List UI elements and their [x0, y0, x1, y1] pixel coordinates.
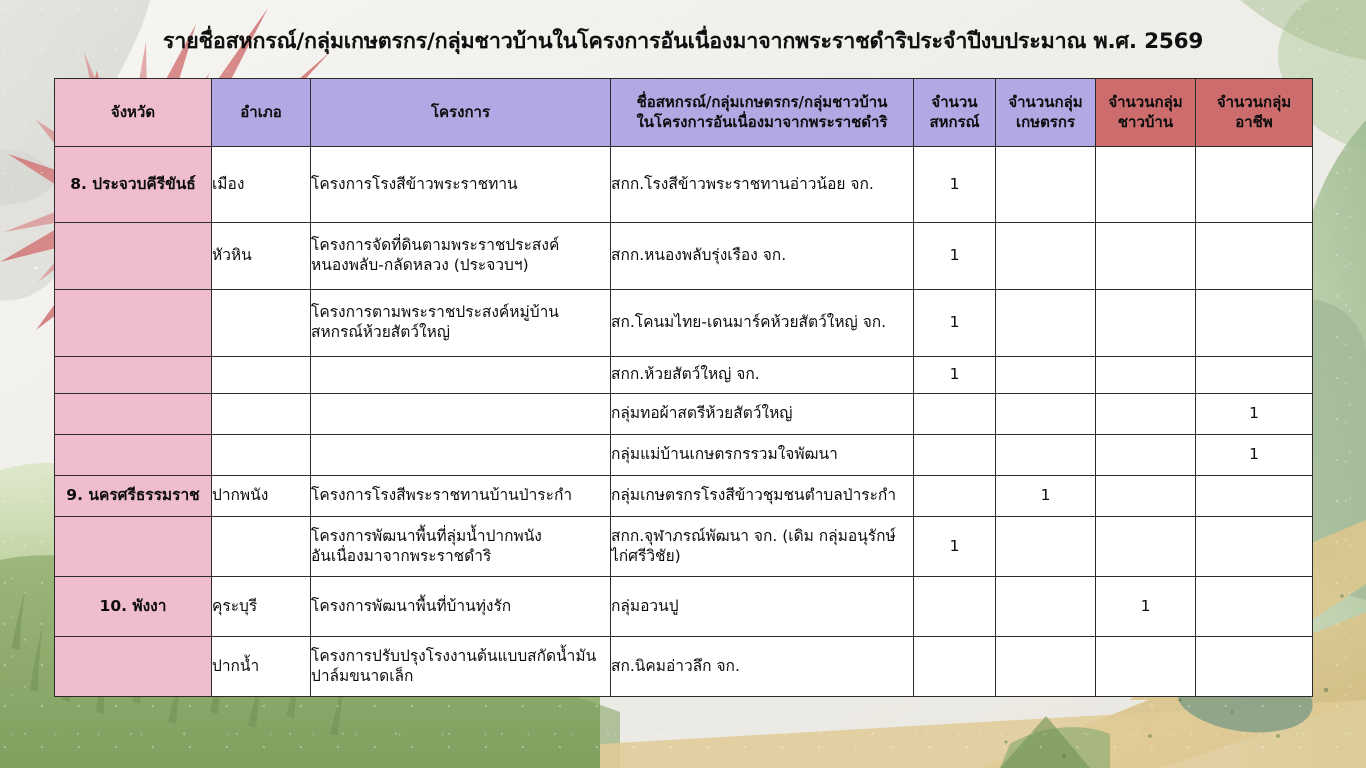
coop-name-line1: กลุ่มเกษตรกรโรงสีข้าวชุมชนตำบลป่าระกำ	[611, 486, 897, 505]
cell-amphoe[interactable]	[212, 223, 311, 290]
column-header-n-occupation-line2: อาชีพ	[1235, 112, 1273, 131]
cell-amphoe[interactable]	[212, 637, 311, 697]
cell-count-coop[interactable]	[914, 476, 996, 517]
cell-amphoe[interactable]	[212, 435, 311, 476]
cell-count-occupation[interactable]	[1196, 637, 1313, 697]
column-header-n-village[interactable]	[1096, 79, 1196, 147]
cell-count-occupation[interactable]	[1196, 394, 1313, 435]
cell-coop-name[interactable]	[611, 637, 914, 697]
project-line1: โครงการโรงสีข้าวพระราชทาน	[311, 174, 518, 193]
cell-province[interactable]	[55, 394, 212, 435]
table-row	[55, 223, 1313, 290]
table-row	[55, 394, 1313, 435]
cell-count-farmer[interactable]	[996, 637, 1096, 697]
cell-project[interactable]	[311, 394, 611, 435]
cell-province[interactable]	[55, 147, 212, 223]
cell-count-village[interactable]	[1096, 357, 1196, 394]
cell-count-occupation[interactable]	[1196, 435, 1313, 476]
cell-count-coop[interactable]	[914, 435, 996, 476]
cell-count-village[interactable]	[1096, 577, 1196, 637]
cell-count-farmer[interactable]	[996, 357, 1096, 394]
count-occupation-value: 1	[1249, 404, 1259, 423]
column-header-coop-name[interactable]	[611, 79, 914, 147]
project-line2: ปาล์มขนาดเล็ก	[311, 666, 414, 685]
table-row	[55, 147, 1313, 223]
amphoe-label: เมือง	[212, 174, 245, 193]
cell-count-farmer[interactable]	[996, 223, 1096, 290]
cell-count-occupation[interactable]	[1196, 223, 1313, 290]
cell-project[interactable]	[311, 435, 611, 476]
cell-count-coop[interactable]	[914, 577, 996, 637]
table-container	[54, 78, 1312, 697]
cell-count-farmer[interactable]	[996, 147, 1096, 223]
column-header-province[interactable]: จังหวัด	[55, 79, 212, 147]
column-header-n-occupation-line1: จำนวนกลุ่ม	[1216, 93, 1292, 112]
cell-project[interactable]	[311, 147, 611, 223]
cell-coop-name[interactable]	[611, 223, 914, 290]
table-body	[55, 147, 1313, 697]
amphoe-label: ปากพนัง	[212, 486, 269, 505]
cell-count-occupation[interactable]	[1196, 517, 1313, 577]
cell-amphoe[interactable]	[212, 577, 311, 637]
column-header-n-farmer-line1: จำนวนกลุ่ม	[1008, 93, 1083, 112]
project-line2: สหกรณ์ห้วยสัตว์ใหญ่	[311, 323, 450, 341]
column-header-amphoe[interactable]: อำเภอ	[212, 79, 311, 147]
column-header-n-farmer[interactable]	[996, 79, 1096, 147]
cell-count-farmer[interactable]	[996, 476, 1096, 517]
table-row	[55, 357, 1313, 394]
cell-count-coop[interactable]	[914, 394, 996, 435]
page-title: รายชื่อสหกรณ์/กลุ่มเกษตรกร/กลุ่มชาวบ้านในโครงการอันเนื่องมาจากพระราชดำริประจำปีงบประมาณ พ.ศ. 2569	[162, 29, 1204, 54]
coop-name-line2: ไก่ศรีวิชัย)	[611, 546, 681, 565]
coop-name-line1: กลุ่มอวนปู	[611, 596, 679, 615]
cell-count-village[interactable]	[1096, 290, 1196, 357]
project-line1: โครงการจัดที่ดินตามพระราชประสงค์	[311, 236, 560, 255]
cell-coop-name[interactable]	[611, 517, 914, 577]
column-header-coop-name-line2: ในโครงการอันเนื่องมาจากพระราชดำริ	[636, 112, 888, 131]
cell-count-village[interactable]	[1096, 394, 1196, 435]
cell-province[interactable]	[55, 517, 212, 577]
project-line2: หนองพลับ-กลัดหลวง (ประจวบฯ)	[311, 256, 529, 274]
project-line1: โครงการตามพระราชประสงค์หมู่บ้าน	[311, 303, 559, 322]
cell-amphoe[interactable]	[212, 147, 311, 223]
count-coop-value: 1	[949, 246, 960, 265]
count-coop-value: 1	[949, 313, 960, 332]
cell-count-village[interactable]	[1096, 223, 1196, 290]
cell-project[interactable]	[311, 357, 611, 394]
coop-name-line1: สก.นิคมอ่าวลึก จก.	[611, 656, 740, 675]
cell-province[interactable]	[55, 290, 212, 357]
column-header-n-coop-line2: สหกรณ์	[929, 112, 980, 131]
project-line1: โครงการพัฒนาพื้นที่บ้านทุ่งรัก	[311, 596, 512, 615]
column-header-coop-name-line1: ชื่อสหกรณ์/กลุ่มเกษตรกร/กลุ่มชาวบ้าน	[636, 93, 888, 112]
cell-count-village[interactable]	[1096, 435, 1196, 476]
amphoe-label: หัวหิน	[212, 246, 252, 265]
cell-count-farmer[interactable]	[996, 290, 1096, 357]
column-header-n-village-line1: จำนวนกลุ่ม	[1108, 93, 1183, 112]
coop-name-line1: กลุ่มทอผ้าสตรีห้วยสัตว์ใหญ่	[611, 404, 793, 423]
cell-project[interactable]	[311, 476, 611, 517]
cell-province[interactable]	[55, 223, 212, 290]
cell-count-village[interactable]	[1096, 147, 1196, 223]
cell-count-occupation[interactable]	[1196, 577, 1313, 637]
cell-project[interactable]	[311, 517, 611, 577]
count-village-value: 1	[1140, 596, 1151, 615]
count-coop-value: 1	[949, 174, 960, 193]
column-header-n-coop[interactable]	[914, 79, 996, 147]
coop-name-line1: กลุ่มแม่บ้านเกษตรกรรวมใจพัฒนา	[611, 445, 838, 464]
cell-coop-name[interactable]	[611, 357, 914, 394]
column-header-n-farmer-line2: เกษตรกร	[1015, 112, 1076, 131]
count-occupation-value: 1	[1249, 445, 1259, 464]
cell-count-coop[interactable]	[914, 223, 996, 290]
count-coop-value: 1	[949, 536, 960, 555]
cell-count-village[interactable]	[1096, 637, 1196, 697]
table-row	[55, 637, 1313, 697]
cell-count-coop[interactable]	[914, 357, 996, 394]
column-header-n-village-line2: ชาวบ้าน	[1117, 112, 1174, 131]
cell-count-village[interactable]	[1096, 476, 1196, 517]
project-line2: อันเนื่องมาจากพระราชดำริ	[311, 546, 492, 565]
cell-project[interactable]	[311, 290, 611, 357]
table-row	[55, 577, 1313, 637]
column-header-n-occupation[interactable]	[1196, 79, 1313, 147]
cell-project[interactable]	[311, 577, 611, 637]
project-line1: โครงการพัฒนาพื้นที่ลุ่มน้ำปากพนัง	[311, 526, 542, 545]
cell-count-occupation[interactable]	[1196, 290, 1313, 357]
cell-count-farmer[interactable]	[996, 394, 1096, 435]
province-label: 10. พังงา	[99, 596, 167, 615]
cell-province[interactable]	[55, 357, 212, 394]
cell-province[interactable]	[55, 637, 212, 697]
table-row	[55, 517, 1313, 577]
cell-coop-name[interactable]	[611, 476, 914, 517]
cell-amphoe[interactable]	[212, 476, 311, 517]
cell-count-farmer[interactable]	[996, 517, 1096, 577]
cell-project[interactable]	[311, 223, 611, 290]
cell-amphoe[interactable]	[212, 290, 311, 357]
count-farmer-value: 1	[1040, 486, 1051, 505]
cell-province[interactable]	[55, 476, 212, 517]
cell-count-farmer[interactable]	[996, 435, 1096, 476]
cell-coop-name[interactable]	[611, 290, 914, 357]
coop-name-line1: สกก.จุฬาภรณ์พัฒนา จก. (เดิม กลุ่มอนุรักษ์	[611, 526, 896, 545]
cooperatives-table	[54, 78, 1313, 697]
table-row	[55, 290, 1313, 357]
project-line1: โครงการปรับปรุงโรงงานต้นแบบสกัดน้ำมัน	[311, 646, 597, 665]
cell-count-farmer[interactable]	[996, 577, 1096, 637]
province-label: 9. นครศรีธรรมราช	[66, 486, 200, 505]
column-header-n-coop-line1: จำนวน	[931, 93, 978, 112]
cell-count-village[interactable]	[1096, 517, 1196, 577]
cell-count-occupation[interactable]	[1196, 476, 1313, 517]
table-row	[55, 435, 1313, 476]
cell-amphoe[interactable]	[212, 517, 311, 577]
cell-amphoe[interactable]	[212, 357, 311, 394]
table-row	[55, 476, 1313, 517]
cell-count-coop[interactable]	[914, 517, 996, 577]
coop-name-line1: สกก.หนองพลับรุ่งเรือง จก.	[611, 246, 787, 265]
coop-name-line1: สกก.โรงสีข้าวพระราชทานอ่าวน้อย จก.	[611, 174, 874, 193]
cell-coop-name[interactable]	[611, 577, 914, 637]
column-header-project[interactable]: โครงการ	[311, 79, 611, 147]
cell-project[interactable]	[311, 637, 611, 697]
cell-coop-name[interactable]	[611, 435, 914, 476]
cell-count-coop[interactable]	[914, 147, 996, 223]
amphoe-label: ปากน้ำ	[212, 656, 260, 675]
coop-name-line1: สก.โคนมไทย-เดนมาร์คห้วยสัตว์ใหญ่ จก.	[611, 313, 887, 332]
project-line1: โครงการโรงสีพระราชทานบ้านป่าระกำ	[311, 486, 573, 505]
cell-count-coop[interactable]	[914, 637, 996, 697]
count-coop-value: 1	[949, 365, 960, 384]
cell-province[interactable]	[55, 577, 212, 637]
province-label: 8. ประจวบคีรีขันธ์	[70, 174, 196, 193]
coop-name-line1: สกก.ห้วยสัตว์ใหญ่ จก.	[611, 365, 760, 384]
cell-amphoe[interactable]	[212, 394, 311, 435]
amphoe-label: คุระบุรี	[212, 596, 258, 615]
cell-count-occupation[interactable]	[1196, 357, 1313, 394]
cell-province[interactable]	[55, 435, 212, 476]
cell-coop-name[interactable]	[611, 394, 914, 435]
table-header-row	[55, 79, 1313, 147]
cell-coop-name[interactable]	[611, 147, 914, 223]
cell-count-coop[interactable]	[914, 290, 996, 357]
cell-count-occupation[interactable]	[1196, 147, 1313, 223]
